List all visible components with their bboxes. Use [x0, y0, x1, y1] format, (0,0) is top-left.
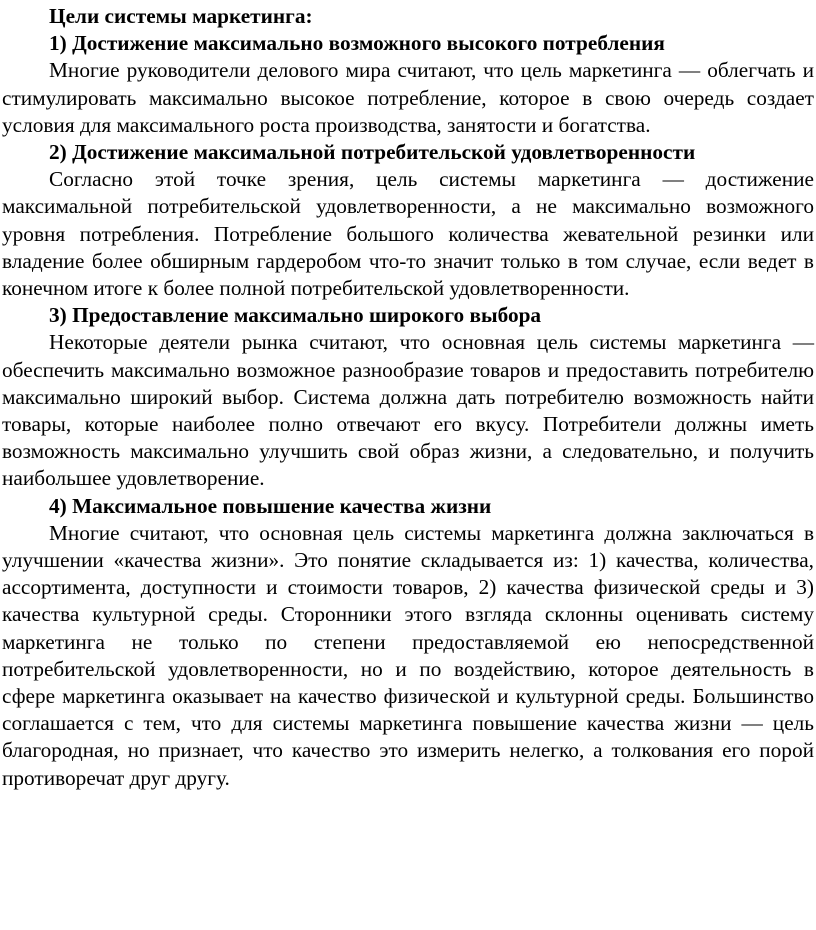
section-body-1: Многие руководители делового мира считают, что цель маркетинга — облегчать и стимулировать максимально высокое потребление, которое в свою очередь создает условия для максимального роста производства, занятости и богатства. [2, 58, 814, 137]
document-title: Цели системы маркетинга: [49, 4, 313, 28]
section-heading-3: 3) Предоставление максимально широкого выбора [49, 303, 542, 328]
section-body-4: Многие считают, что основная цель системы маркетинга должна заключаться в улучшении «качества жизни». Это понятие складывается из: 1) качества, количества, ассортимента, доступности и стоимости товаров, 2) качества физической среды и 3) качества культурной среды. Сторонники этого взгляда склонны оценивать систему маркетинга не только по степени предоставляемой ею непосредственной потребительской удовлетворенности, но и по воздействию, которое деятельность в сфере маркетинга оказывает на качество физической и культурной среды. Большинство соглашается с тем, что для системы маркетинга повышение качества жизни — цель благородная, но признает, что качество это измерить нелегко, а толкования его порой противоречат друг другу. [2, 520, 814, 790]
section-heading-2: 2) Достижение максимальной потребительской удовлетворенности [49, 140, 696, 165]
section-body-3: Некоторые деятели рынка считают, что основная цель системы маркетинга — обеспечить максимально возможное разнообразие товаров и предоставить потребителю максимально широкий выбор. Система должна дать потребителю возможность найти товары, которые наиболее полно отвечают его вкусу. Потребители должны иметь возможность максимально улучшить свой образ жизни, а следовательно, и получить наибольшее удовлетворение. [2, 330, 814, 491]
section-heading-4: 4) Максимальное повышение качества жизни [49, 493, 492, 518]
document-page [2, 0, 814, 792]
section-heading-1: 1) Достижение максимально возможного высокого потребления [49, 31, 665, 56]
section-body-2: Согласно этой точке зрения, цель системы маркетинга — достижение максимальной потребительской удовлетворенности, а не максимально возможного уровня потребления. Потребление большого количества жевательной резинки или владение более обширным гардеробом что-то значит только в том случае, если ведет в конечном итоге к более полной потребительской удовлетворенности. [2, 167, 814, 301]
